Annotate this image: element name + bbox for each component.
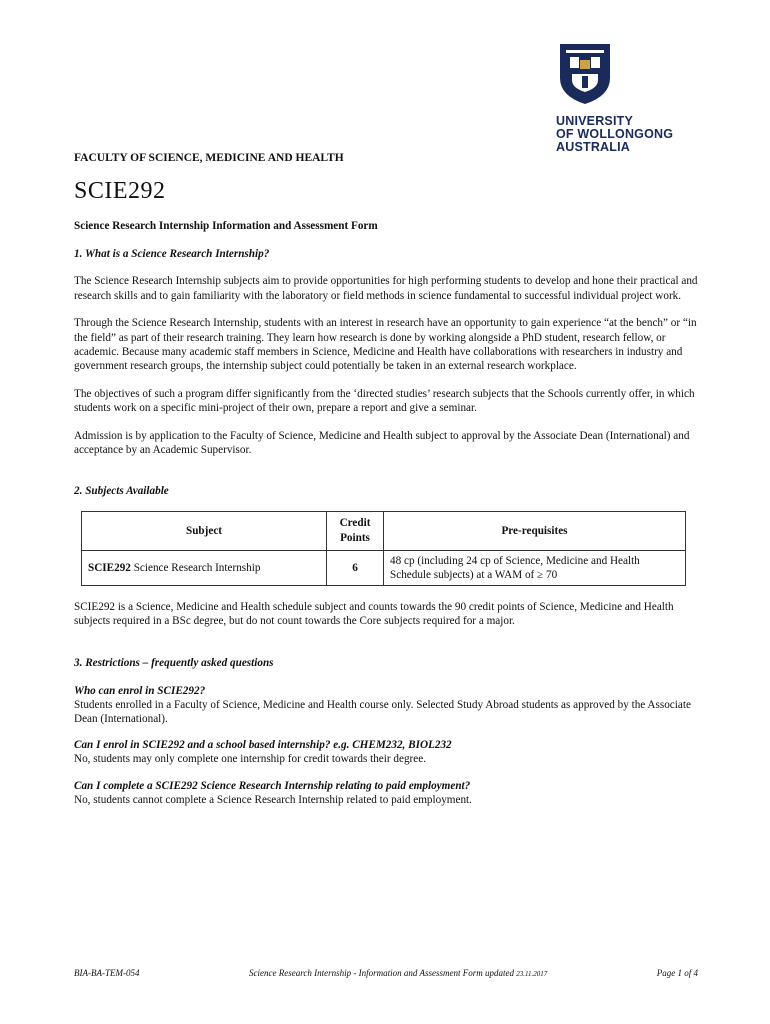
section-2-note: SCIE292 is a Science, Medicine and Health schedule subject and counts towards the 90 credit points of Science, Medicine and Health subjects required in a BSc degree, but do not count towards the Core subjects required for a major.: [74, 601, 674, 628]
faq-list: [74, 684, 698, 807]
section-2-heading: 2. Subjects Available: [74, 485, 169, 498]
faq-question: Can I complete a SCIE292 Science Research Internship relating to paid employment?: [74, 779, 471, 792]
logo-line-3: AUSTRALIA: [556, 140, 631, 154]
section-1-paragraph-4: Admission is by application to the Faculty of Science, Medicine and Health subject to approval by the Associate Dean (International) and acceptance by an Academic Supervisor.: [74, 429, 690, 456]
footer-title-text: Science Research Internship - Information and Assessment Form updated: [249, 968, 517, 978]
faq-question: Who can enrol in SCIE292?: [74, 684, 206, 697]
cell-subject-name: Science Research Internship: [130, 561, 261, 574]
faq-item: [74, 779, 698, 807]
document-body: [74, 219, 698, 819]
cell-subject: [82, 550, 327, 585]
faq-answer: Students enrolled in a Faculty of Science, Medicine and Health course only. Selected Study Abroad students as approved by the Associate Dean (International).: [74, 698, 691, 726]
faq-question: Can I enrol in SCIE292 and a school based internship? e.g. CHEM232, BIOL232: [74, 739, 452, 752]
subjects-table: [81, 511, 686, 586]
page-footer: [74, 968, 698, 978]
table-row: [82, 550, 686, 585]
table-header-row: [82, 511, 686, 550]
footer-title: [249, 968, 547, 978]
subject-code-title: SCIE292: [74, 178, 166, 204]
section-1-heading: 1. What is a Science Research Internship?: [74, 247, 270, 260]
footer-page-number: Page 1 of 4: [656, 968, 698, 978]
cell-prereq: 48 cp (including 24 cp of Science, Medicine and Health Schedule subjects) at a WAM of ≥ 70: [384, 550, 686, 585]
header-credit-points: Credit Points: [327, 511, 384, 550]
faq-item: [74, 738, 698, 766]
university-logo: [556, 40, 706, 154]
footer-doc-code: BIA-BA-TEM-054: [74, 968, 140, 978]
logo-wordmark: [556, 115, 706, 154]
header-subject: Subject: [82, 511, 327, 550]
faq-answer: No, students may only complete one internship for credit towards their degree.: [74, 753, 426, 766]
footer-date: 23.11.2017: [516, 970, 548, 978]
faq-answer: No, students cannot complete a Science Research Internship related to paid employment.: [74, 793, 472, 806]
section-1-paragraph-2: Through the Science Research Internship, students with an interest in research have an opportunity to gain experience “at the bench” or “in the field” as part of their research training. They learn how research is done by working alongside a PhD student, research fellow, or academic. Because many academic staff members in Science, Medicine and Health have collaborations with researchers in industry and government research groups, the internship subject could potentially be taken in an external research workplace.: [74, 317, 697, 372]
cell-subject-code: SCIE292: [88, 561, 131, 574]
faculty-heading: FACULTY OF SCIENCE, MEDICINE AND HEALTH: [74, 152, 344, 164]
faq-item: [74, 684, 698, 727]
section-1-paragraph-1: The Science Research Internship subjects aim to provide opportunities for high performing students to develop and hone their practical and research skills and to gain familiarity with the laboratory or field methods in science fundamental to successful individual project work.: [74, 275, 698, 302]
form-title: Science Research Internship Information and Assessment Form: [74, 220, 378, 232]
section-3-heading: 3. Restrictions – frequently asked questions: [74, 656, 274, 669]
logo-line-2: OF WOLLONGONG: [556, 127, 674, 141]
cell-credit: 6: [327, 550, 384, 585]
section-1-paragraph-3: The objectives of such a program differ significantly from the ‘directed studies’ research subjects that the Schools currently offer, in which students work on a specific mini-project of their own, prepare a report and give a seminar.: [74, 387, 695, 414]
logo-line-1: UNIVERSITY: [556, 114, 634, 128]
university-crest-icon: [558, 40, 612, 106]
header-prerequisites: Pre-requisites: [384, 511, 686, 550]
